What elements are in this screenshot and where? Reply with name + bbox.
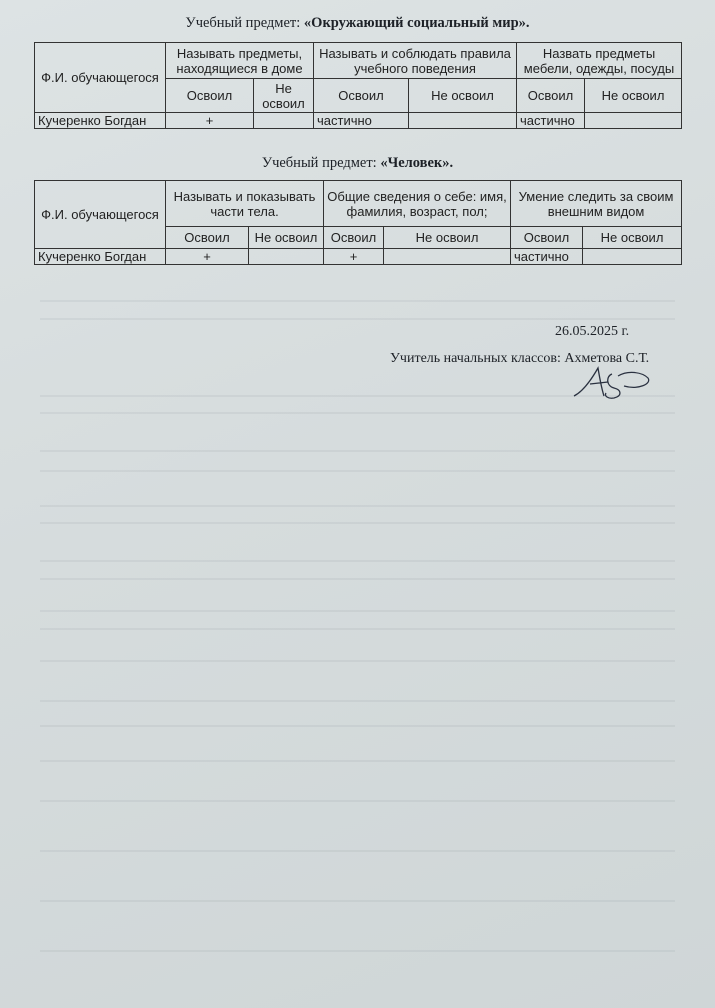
subject2-mastered-3: Освоил [511, 227, 583, 249]
grade-cell: частично [517, 113, 585, 129]
grade-cell [384, 249, 511, 265]
grade-cell [409, 113, 517, 129]
subject1-mastered-1: Освоил [166, 79, 254, 113]
subject1-header-row [35, 43, 682, 79]
subject2-skill-1: Называть и показывать части тела. [166, 181, 324, 227]
subject2-title-prefix: Учебный предмет: [261, 155, 381, 171]
subject1-mastered-2: Освоил [314, 79, 409, 113]
grade-cell: + [166, 113, 254, 129]
subject1-table [34, 42, 682, 129]
subject1-title-name: «Окружающий социальный мир». [303, 15, 530, 31]
grade-cell: частично [314, 113, 409, 129]
student-name: Кучеренко Богдан [35, 113, 166, 129]
subject2-title-name: «Человек». [380, 155, 454, 171]
subject2-mastered-1: Освоил [166, 227, 249, 249]
subject2-table [34, 180, 682, 265]
subject2-header-row [35, 181, 682, 227]
grade-cell: + [166, 249, 249, 265]
grade-cell [254, 113, 314, 129]
subject1-skill-3: Назвать предметы мебели, одежды, посуды [517, 43, 682, 79]
subject1-title-prefix: Учебный предмет: [185, 15, 304, 31]
grade-cell: частично [511, 249, 583, 265]
grade-cell [249, 249, 324, 265]
subject2-title [0, 155, 715, 172]
subject1-col-student: Ф.И. обучающегося [35, 43, 166, 113]
table-row [35, 249, 682, 265]
subject1-skill-1: Называть предметы, находящиеся в доме [166, 43, 314, 79]
grade-cell [585, 113, 682, 129]
student-name: Кучеренко Богдан [35, 249, 166, 265]
subject1-not-mastered-3: Не освоил [585, 79, 682, 113]
subject1-not-mastered-2: Не освоил [409, 79, 517, 113]
subject2-col-student: Ф.И. обучающегося [35, 181, 166, 249]
table-row [35, 113, 682, 129]
grade-cell: + [324, 249, 384, 265]
signature-icon [568, 362, 658, 402]
subject2-skill-2: Общие сведения о себе: имя, фамилия, возраст, пол; [324, 181, 511, 227]
subject2-mastered-2: Освоил [324, 227, 384, 249]
subject1-mastered-3: Освоил [517, 79, 585, 113]
subject1-skill-2: Называть и соблюдать правила учебного поведения [314, 43, 517, 79]
subject2-skill-3: Умение следить за своим внешним видом [511, 181, 682, 227]
teacher-line: Учитель начальных классов: Ахметова С.Т. [390, 351, 650, 366]
subject1-title [0, 15, 715, 32]
subject2-not-mastered-1: Не освоил [249, 227, 324, 249]
subject2-not-mastered-3: Не освоил [583, 227, 682, 249]
subject2-not-mastered-2: Не освоил [384, 227, 511, 249]
grade-cell [583, 249, 682, 265]
report-date: 26.05.2025 г. [555, 324, 630, 339]
subject1-not-mastered-1: Не освоил [254, 79, 314, 113]
